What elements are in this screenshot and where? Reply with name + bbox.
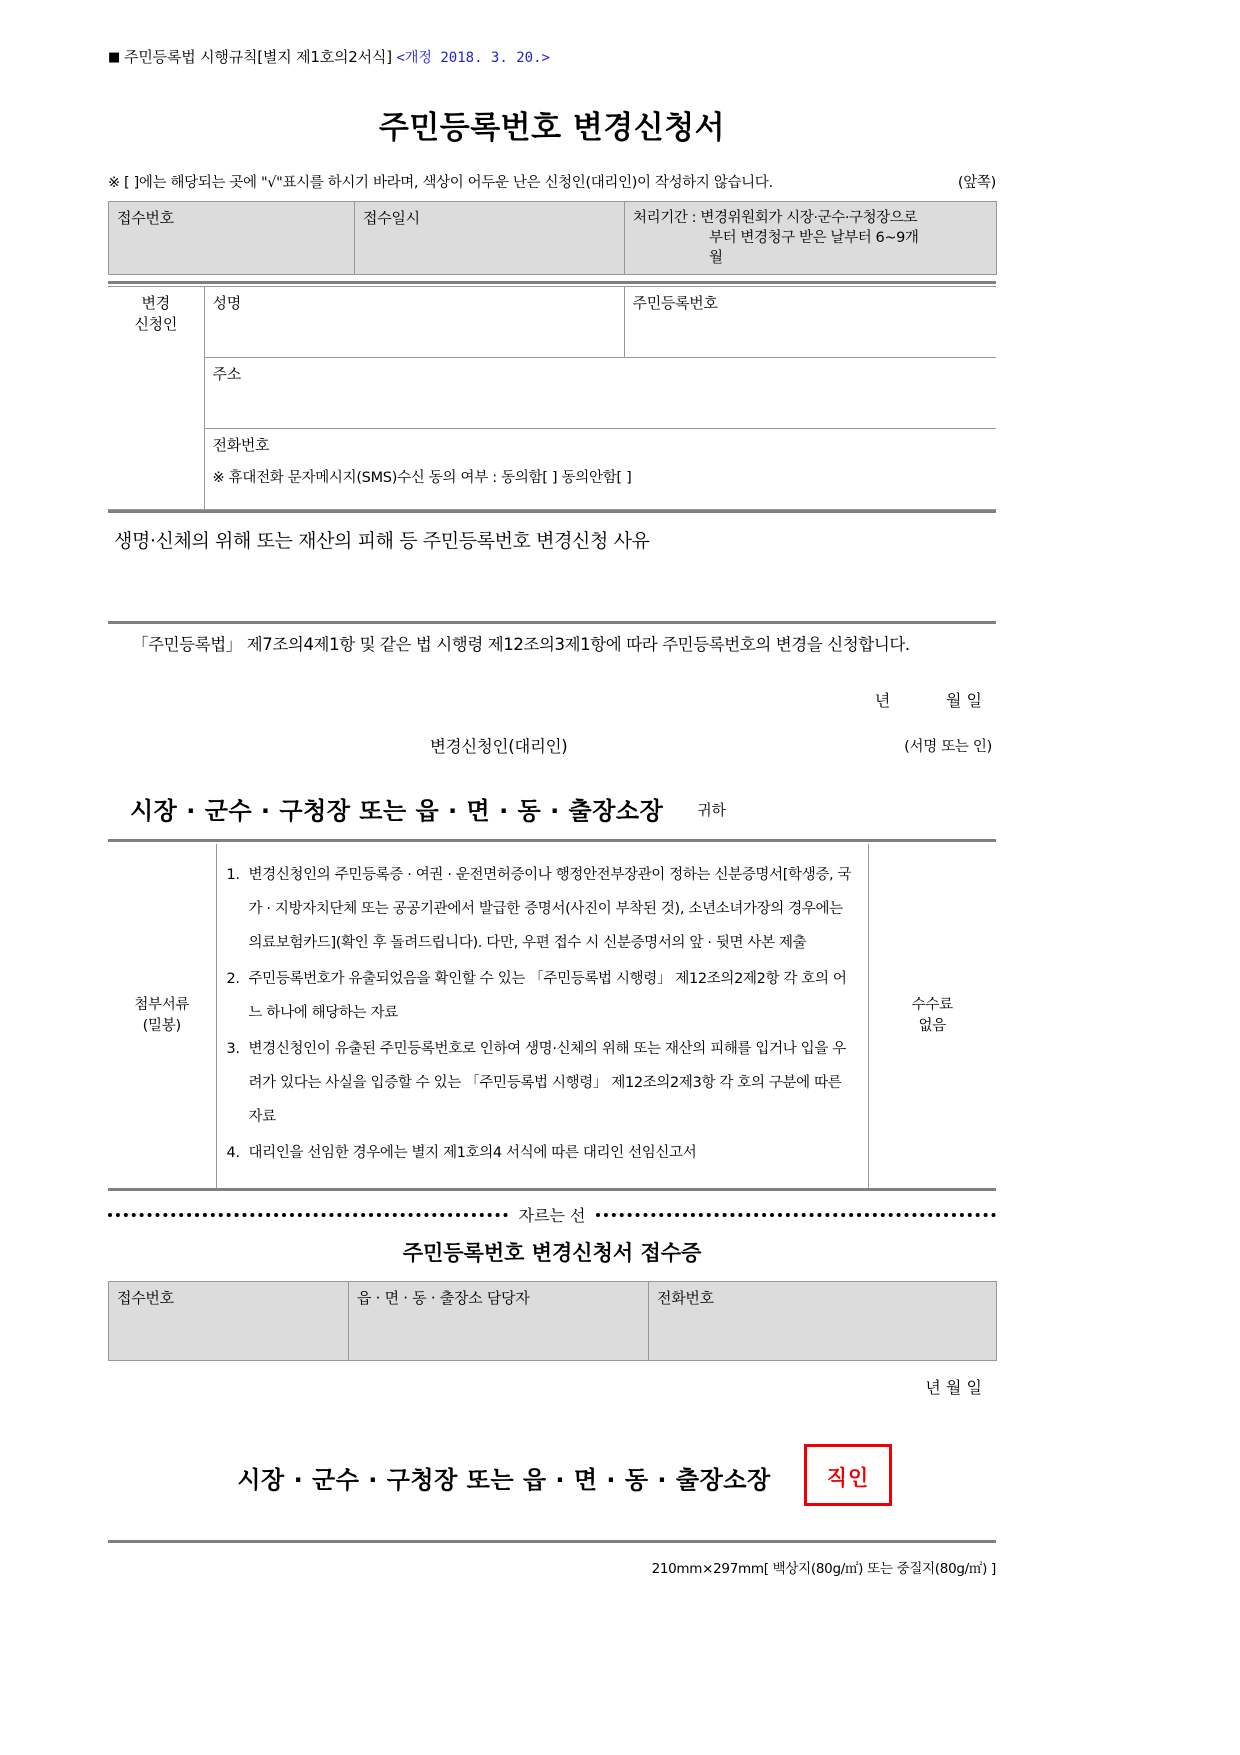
fee-label: 수수료	[911, 997, 953, 1013]
cut-line-dash-right	[596, 1213, 996, 1217]
addressee-text: 시장 · 군수 · 구청장 또는 읍 · 면 · 동 · 출장소장	[130, 797, 664, 825]
table-row	[109, 202, 997, 275]
cell-receipt-number	[109, 202, 355, 275]
stub-cell-number	[109, 1282, 349, 1361]
addressee-suffix: 귀하	[697, 801, 726, 819]
stub-cell-phone	[649, 1282, 997, 1361]
attachments-label-line2: (밀봉)	[142, 1018, 181, 1034]
divider-below-reason	[108, 621, 996, 624]
receipt-datetime-label: 접수일시	[363, 209, 420, 227]
item-text: 대리인을 선임한 경우에는 별지 제1호의4 서식에 따른 대리인 선임신고서	[248, 1145, 697, 1161]
form-id-text: 주민등록법 시행규칙[별지 제1호의2서식]	[124, 48, 392, 66]
item-number: 3.	[226, 1041, 240, 1057]
item-text: 주민등록번호가 유출되었음을 확인할 수 있는 「주민등록법 시행령」 제12조의2제2항 각 호의 어느 하나에 해당하는 자료	[248, 971, 847, 1021]
phone-label: 전화번호	[212, 436, 270, 454]
item-number: 2.	[226, 971, 240, 987]
notice-text: ※ [ ]에는 해당되는 곳에 "√"표시를 하시기 바라며, 색상이 어두운 난은 신청인(대리인)이 작성하지 않습니다.	[108, 175, 773, 191]
sms-consent-label[interactable]: ※ 휴대전화 문자메시지(SMS)수신 동의 여부 : 동의함[ ] 동의안함[ ]	[212, 470, 632, 486]
table-row	[109, 1282, 997, 1361]
applicant-table	[108, 286, 996, 510]
addressee-row	[108, 791, 996, 825]
signature-row	[108, 733, 996, 759]
notice-row	[108, 174, 996, 193]
attachments-list	[216, 844, 868, 1188]
divider-above-attachments	[108, 839, 996, 842]
list-item	[227, 858, 858, 960]
paper-spec: 210mm×297mm[ 백상지(80g/㎡) 또는 중질지(80g/㎡) ]	[651, 1561, 996, 1577]
name-label: 성명	[212, 294, 241, 312]
date-day-label: 일	[966, 691, 982, 710]
official-seal-box: 직인	[804, 1444, 892, 1506]
stub-phone-label: 전화번호	[657, 1289, 714, 1307]
cell-phone[interactable]	[204, 429, 996, 510]
attachments-label	[108, 844, 216, 1188]
cell-address[interactable]	[204, 358, 996, 429]
stub-date-row	[108, 1375, 996, 1398]
page-side-label: (앞쪽)	[957, 175, 996, 191]
stub-title: 주민등록번호 변경신청서 접수증	[402, 1241, 702, 1265]
table-row	[108, 429, 996, 510]
revision-text: <개정 2018. 3. 20.>	[396, 50, 550, 66]
list-item	[227, 962, 858, 1030]
attachments-table	[108, 844, 996, 1188]
stub-day-label: 일	[966, 1378, 982, 1397]
item-text: 변경신청인의 주민등록증 · 여권 · 운전면허증이나 행정안전부장관이 정하는 신분증명서[학생증, 국가 · 지방자치단체 또는 공공기관에서 발급한 증명서(사진이 부착된 것), 소년소녀가장의 경우에는 의료보험카드](확인 후 돌려드립니다). 다만, 우편 접수 시 신분증명서의 앞 · 뒷면 사본 제출	[248, 867, 852, 951]
stub-table	[108, 1281, 997, 1361]
statement-text: 「주민등록법」 제7조의4제1항 및 같은 법 시행령 제12조의3제1항에 따라 주민등록번호의 변경을 신청합니다.	[132, 635, 910, 654]
processing-time-line3: 월	[709, 250, 723, 266]
item-number: 4.	[226, 1145, 240, 1161]
signer-label: 변경신청인(대리인)	[430, 737, 568, 756]
divider-bottom	[108, 1540, 996, 1543]
table-row	[108, 287, 996, 358]
date-year-label: 년	[874, 691, 891, 710]
cell-receipt-datetime	[355, 202, 625, 275]
cell-processing-time	[625, 202, 997, 275]
reason-input-area[interactable]	[108, 553, 996, 621]
stub-issuer-row	[108, 1444, 996, 1514]
list-item	[227, 1032, 858, 1134]
bullet-square-icon: ■	[108, 50, 121, 65]
fee-value: 없음	[918, 1018, 946, 1034]
rrn-label: 주민등록번호	[632, 294, 718, 312]
stub-issuer-text: 시장 · 군수 · 구청장 또는 읍 · 면 · 동 · 출장소장	[237, 1466, 771, 1494]
item-number: 1.	[226, 867, 240, 883]
cell-name[interactable]	[204, 287, 624, 358]
table-row	[108, 358, 996, 429]
processing-time-line2: 부터 변경청구 받은 날부터 6~9개	[709, 230, 919, 246]
attachments-section	[108, 844, 996, 1188]
receipt-header-table	[108, 201, 997, 275]
processing-time-line1: 처리기간 : 변경위원회가 시장·군수·구청장으로	[633, 210, 918, 226]
attachments-label-line1: 첨부서류	[134, 997, 190, 1013]
date-row	[108, 688, 996, 711]
applicant-section-label	[108, 287, 204, 510]
list-item	[227, 1136, 858, 1170]
cut-line	[108, 1203, 996, 1225]
applicant-label-line1: 변경	[141, 294, 170, 312]
stub-year-label: 년	[925, 1378, 941, 1397]
stub-month-label: 월	[945, 1378, 962, 1397]
receipt-number-label: 접수번호	[117, 209, 174, 227]
cut-line-label: 자르는 선	[518, 1206, 586, 1225]
fee-cell	[868, 844, 996, 1188]
date-month-label: 월	[945, 691, 962, 710]
divider-above-applicant	[108, 281, 996, 284]
form-id-line	[108, 47, 996, 68]
reason-title: 생명·신체의 위해 또는 재산의 피해 등 주민등록번호 변경신청 사유	[114, 530, 650, 552]
table-row	[108, 844, 996, 1188]
stub-number-label: 접수번호	[117, 1289, 174, 1307]
cell-rrn[interactable]	[624, 287, 996, 358]
divider-below-attachments	[108, 1188, 996, 1191]
stub-cell-officer	[349, 1282, 649, 1361]
signature-note: (서명 또는 인)	[904, 739, 992, 755]
item-text: 변경신청인이 유출된 주민등록번호로 인하여 생명·신체의 위해 또는 재산의 피해를 입거나 입을 우려가 있다는 사실을 입증할 수 있는 「주민등록법 시행령」 제12조의2제3항 각 호의 구분에 따른 자료	[248, 1041, 846, 1125]
page-title: 주민등록번호 변경신청서	[378, 110, 726, 146]
address-label: 주소	[212, 365, 241, 383]
applicant-label-line2: 신청인	[134, 315, 178, 333]
stub-officer-label: 읍 · 면 · 동 · 출장소 담당자	[357, 1289, 530, 1307]
